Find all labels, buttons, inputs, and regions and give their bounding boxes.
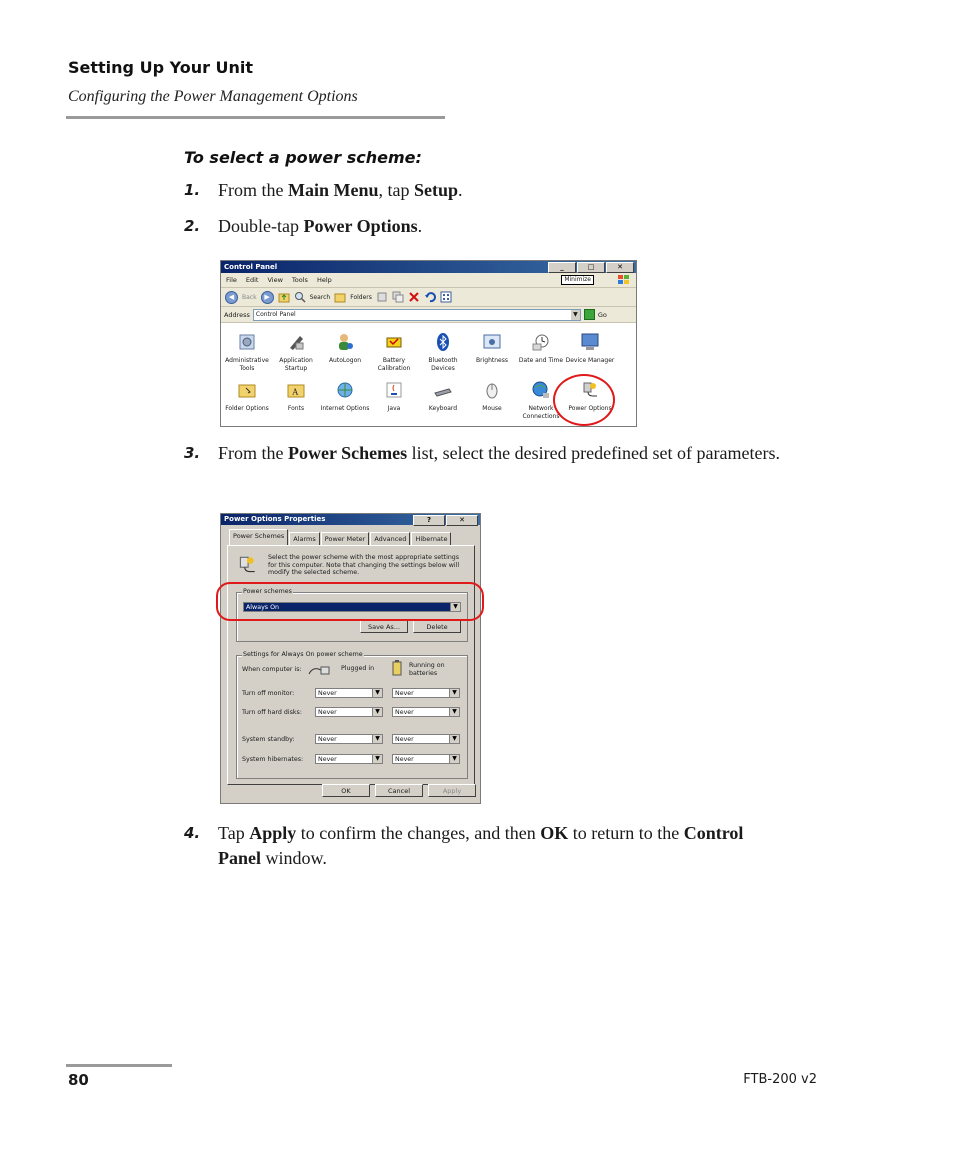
chevron-down-icon[interactable]: ▼: [450, 603, 460, 611]
tab-strip: [229, 532, 452, 545]
autologon-icon: [335, 332, 355, 352]
power-options-icon: [236, 554, 258, 576]
mouse-icon: [482, 380, 502, 400]
fonts-icon: [286, 380, 306, 400]
go-arrow-icon[interactable]: [584, 309, 595, 320]
move-to-icon[interactable]: [376, 291, 388, 303]
chevron-down-icon[interactable]: ▼: [449, 735, 459, 743]
folder-options-icon: [237, 380, 257, 400]
tab-hibernate[interactable]: Hibernate: [411, 532, 451, 545]
standby-plugged-select[interactable]: [315, 734, 383, 744]
when-label: When computer is:: [242, 666, 302, 673]
select-value: Never: [395, 756, 414, 763]
minimize-button[interactable]: _: [548, 262, 576, 273]
monitor-plugged-select[interactable]: [315, 688, 383, 698]
menu-file[interactable]: File: [226, 276, 237, 284]
section-title: Setting Up Your Unit: [68, 58, 254, 77]
window-title: Power Options Properties: [224, 515, 326, 523]
maximize-button[interactable]: □: [577, 262, 605, 273]
menu-bar: [221, 273, 636, 288]
scheme-settings-group: [236, 651, 468, 779]
step-number: 1.: [184, 181, 201, 199]
address-label: Address: [224, 310, 250, 319]
section-subtitle: Configuring the Power Management Options: [68, 88, 358, 105]
highlight-circle: [553, 374, 615, 426]
hibernate-plugged-select[interactable]: [315, 754, 383, 764]
search-button[interactable]: Search: [309, 293, 331, 301]
tab-advanced[interactable]: Advanced: [370, 532, 410, 545]
cp-item-internet-options[interactable]: Internet Options: [320, 380, 370, 413]
search-icon[interactable]: [294, 291, 306, 303]
minimize-tooltip: Minimize: [561, 275, 594, 285]
disks-plugged-select[interactable]: [315, 707, 383, 717]
close-button[interactable]: ✕: [606, 262, 634, 273]
back-arrow-icon[interactable]: ◀: [225, 291, 238, 304]
views-icon[interactable]: [440, 291, 452, 303]
apply-button[interactable]: Apply: [428, 784, 476, 797]
hibernate-battery-select[interactable]: [392, 754, 460, 764]
cp-item-power-options[interactable]: Power Options: [565, 380, 615, 413]
cp-item-date-and-time[interactable]: Date and Time: [516, 332, 566, 365]
window-titlebar: [221, 261, 636, 273]
chevron-down-icon[interactable]: ▼: [372, 689, 382, 697]
tab-alarms[interactable]: Alarms: [289, 532, 320, 545]
folders-icon[interactable]: [334, 291, 346, 303]
folders-button[interactable]: Folders: [350, 293, 372, 301]
step-number: 2.: [184, 217, 201, 235]
plug-icon: [307, 662, 333, 678]
select-value: Never: [318, 736, 337, 743]
cp-item-brightness[interactable]: Brightness: [467, 332, 517, 365]
network-connections-icon: [531, 380, 551, 400]
cp-item-administrative-tools[interactable]: Administrative Tools: [222, 332, 272, 373]
cancel-button[interactable]: Cancel: [375, 784, 423, 797]
java-icon: [384, 380, 404, 400]
on-batteries-label: Running on batteries: [409, 662, 445, 677]
cp-item-device-manager[interactable]: Device Manager: [565, 332, 615, 365]
setting-label: Turn off hard disks:: [242, 709, 302, 716]
cp-item-network-connections[interactable]: Network Connections: [516, 380, 566, 421]
forward-arrow-icon[interactable]: ▶: [261, 291, 274, 304]
date-time-icon: [531, 332, 551, 352]
svg-text:A: A: [292, 387, 299, 397]
group-label: Power schemes: [243, 588, 292, 595]
step-text: Double-tap Power Options.: [218, 216, 423, 236]
setting-label: System hibernates:: [242, 756, 304, 763]
chevron-down-icon[interactable]: ▼: [449, 689, 459, 697]
power-options-screenshot: [220, 513, 481, 804]
cp-item-battery-calibration[interactable]: Battery Calibration: [369, 332, 419, 373]
window-title: Control Panel: [224, 263, 278, 271]
address-input[interactable]: [253, 309, 581, 321]
menu-view[interactable]: View: [267, 276, 283, 284]
ok-button[interactable]: OK: [322, 784, 370, 797]
bluetooth-icon: [433, 332, 453, 352]
address-value: Control Panel: [255, 310, 296, 318]
tab-power-schemes[interactable]: Power Schemes: [229, 529, 288, 545]
step-text: Tap Apply to confirm the changes, and then OK to return to the Control Panel window.: [218, 823, 744, 868]
tab-panel: [227, 545, 475, 785]
window-titlebar: [221, 514, 480, 525]
select-value: Never: [318, 709, 337, 716]
select-value: Never: [318, 756, 337, 763]
disks-battery-select[interactable]: [392, 707, 460, 717]
step-text: From the Power Schemes list, select the desired predefined set of parameters.: [218, 443, 780, 463]
administrative-tools-icon: [237, 332, 257, 352]
chevron-down-icon[interactable]: ▼: [372, 755, 382, 763]
save-as-button[interactable]: Save As...: [360, 620, 408, 633]
header-divider: [66, 116, 445, 119]
page-number: 80: [68, 1071, 89, 1089]
address-bar: [221, 307, 636, 323]
brightness-icon: [482, 332, 502, 352]
device-manager-icon: [580, 332, 600, 352]
help-button[interactable]: ?: [413, 515, 445, 526]
cp-item-fonts[interactable]: A Fonts: [271, 380, 321, 413]
chevron-down-icon[interactable]: ▼: [571, 310, 580, 320]
setting-label: Turn off monitor:: [242, 690, 295, 697]
monitor-battery-select[interactable]: [392, 688, 460, 698]
menu-help[interactable]: Help: [316, 276, 332, 284]
cp-item-java[interactable]: Java: [369, 380, 419, 413]
toolbar: [221, 288, 636, 307]
select-value: Never: [395, 709, 414, 716]
footer-divider: [66, 1064, 172, 1067]
cp-item-keyboard[interactable]: Keyboard: [418, 380, 468, 413]
chevron-down-icon[interactable]: ▼: [372, 735, 382, 743]
delete-x-icon[interactable]: [408, 291, 420, 303]
delete-button[interactable]: Delete: [413, 620, 461, 633]
select-value: Never: [395, 736, 414, 743]
undo-icon[interactable]: [424, 291, 436, 303]
standby-battery-select[interactable]: [392, 734, 460, 744]
tab-power-meter[interactable]: Power Meter: [321, 532, 370, 545]
highlight-circle: [216, 582, 484, 621]
plugged-in-label: Plugged in: [341, 665, 375, 672]
close-button[interactable]: ✕: [446, 515, 478, 526]
menu-tools[interactable]: Tools: [291, 276, 308, 284]
cp-item-folder-options[interactable]: Folder Options: [222, 380, 272, 413]
keyboard-icon: [433, 380, 453, 400]
back-button[interactable]: Back: [242, 293, 257, 301]
select-value: Never: [318, 690, 337, 697]
step-number: 3.: [184, 444, 201, 462]
step-number: 4.: [184, 824, 201, 842]
application-startup-icon: [286, 332, 306, 352]
procedure-title: To select a power scheme:: [184, 148, 422, 167]
go-button[interactable]: Go: [597, 310, 607, 319]
chevron-down-icon[interactable]: ▼: [449, 755, 459, 763]
selected-scheme: Always On: [246, 604, 280, 611]
step-text: From the Main Menu, tap Setup.: [218, 180, 463, 200]
chevron-down-icon[interactable]: ▼: [449, 708, 459, 716]
cp-item-application-startup[interactable]: Application Startup: [271, 332, 321, 373]
chevron-down-icon[interactable]: ▼: [372, 708, 382, 716]
battery-icon: [392, 660, 402, 676]
battery-calibration-icon: [384, 332, 404, 352]
folder-up-icon[interactable]: [278, 291, 290, 303]
setting-label: System standby:: [242, 736, 295, 743]
cp-item-mouse[interactable]: Mouse: [467, 380, 517, 413]
group-label: Settings for Always On power scheme: [243, 651, 363, 658]
cp-item-bluetooth-devices[interactable]: Bluetooth Devices: [418, 332, 468, 373]
cp-item-autologon[interactable]: AutoLogon: [320, 332, 370, 365]
product-name: FTB-200 v2: [743, 1072, 817, 1087]
copy-to-icon[interactable]: [392, 291, 404, 303]
internet-options-icon: [335, 380, 355, 400]
select-value: Never: [395, 690, 414, 697]
menu-edit[interactable]: Edit: [245, 276, 259, 284]
windows-logo-icon: [618, 275, 630, 285]
description-text: Select the power scheme with the most appropriate settings for this computer. Note that changing the settings below will modify the selected scheme.: [268, 554, 460, 576]
